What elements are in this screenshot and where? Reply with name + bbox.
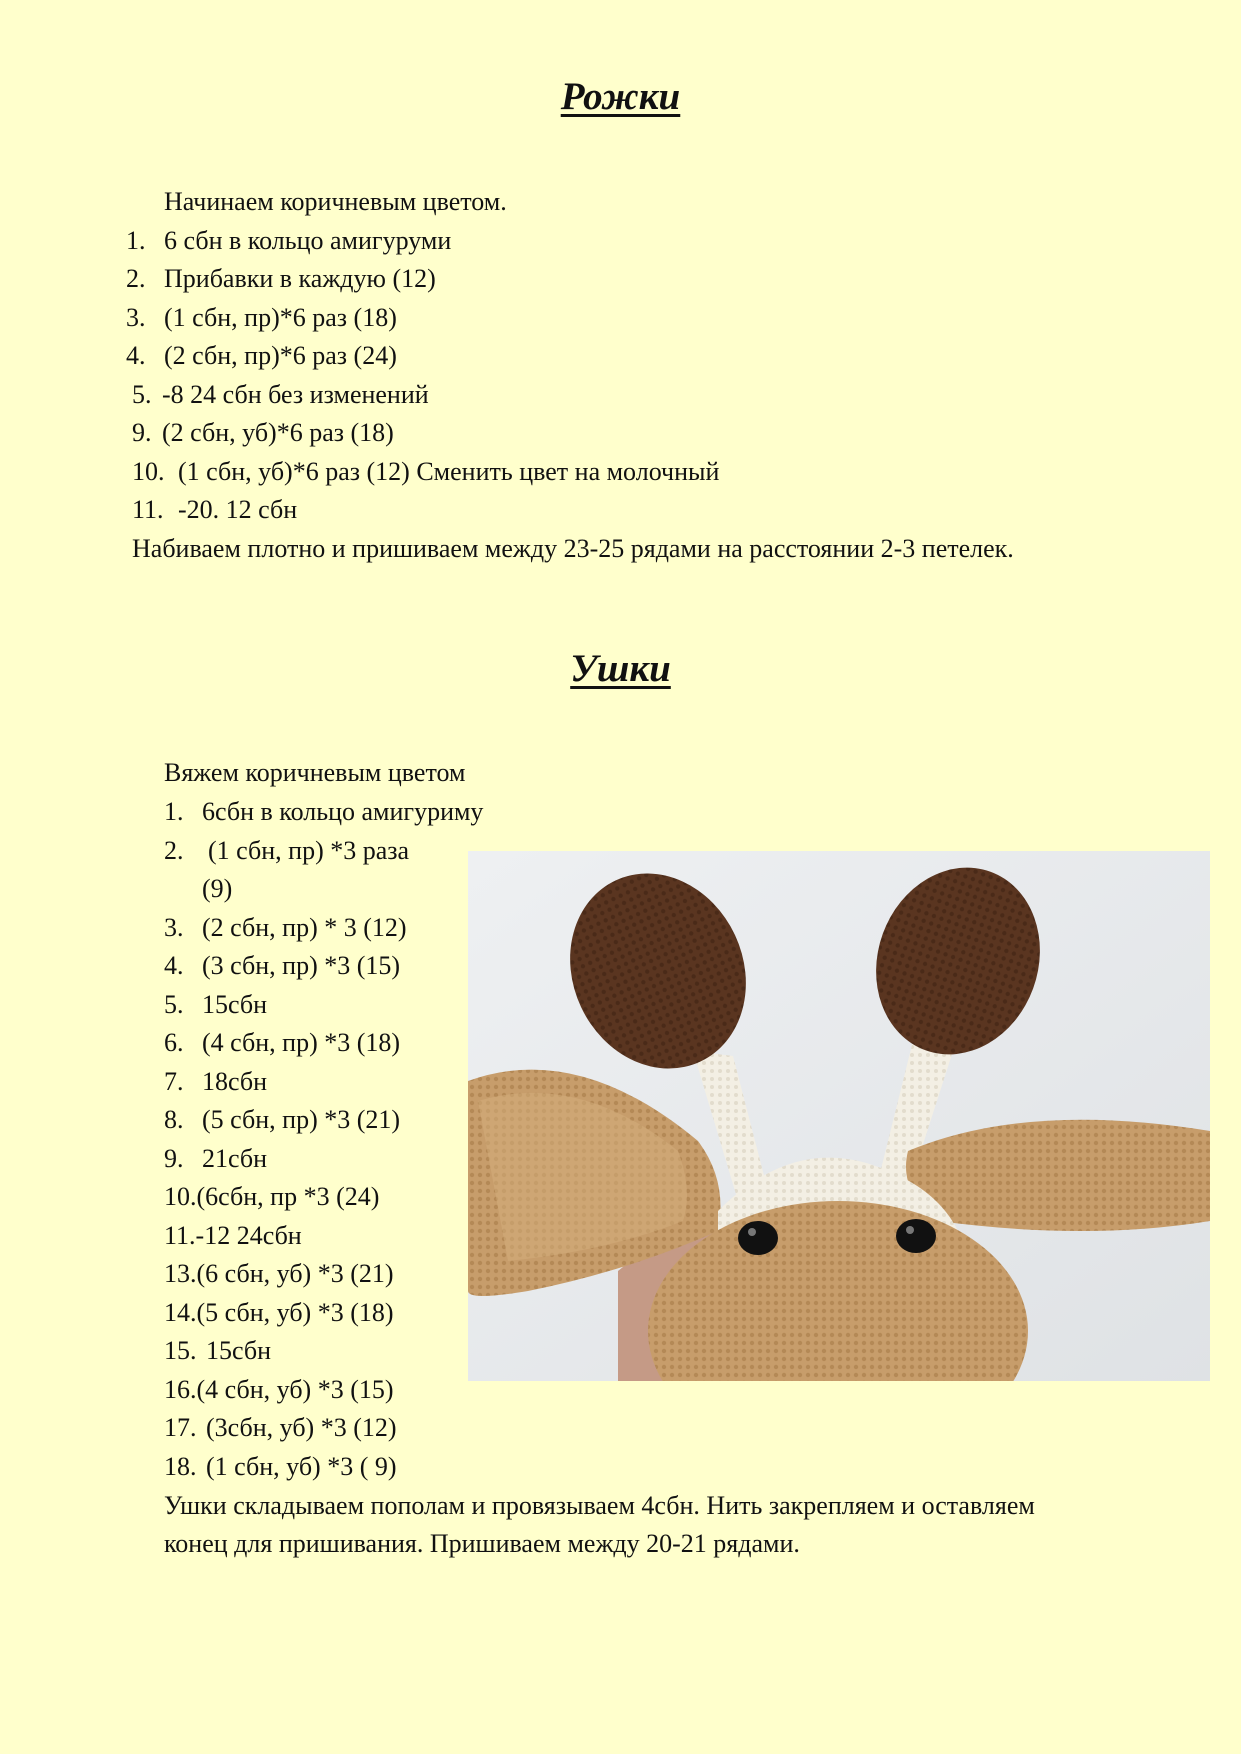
step-text: 18сбн [202, 1067, 267, 1096]
step-text: (2 сбн, уб)*6 раз (18) [162, 418, 394, 447]
list-item [132, 457, 719, 487]
step-number: 14. [164, 1298, 197, 1327]
step-text: (3сбн, уб) *3 (12) [206, 1413, 397, 1442]
list-item [164, 1336, 271, 1366]
step-number: 4. [164, 951, 184, 980]
step-text: -20. 12 сбн [178, 495, 298, 524]
step-text: (9) [202, 874, 233, 903]
step-number: 17. [164, 1413, 197, 1442]
list-item [164, 1452, 397, 1482]
step-number: 13. [164, 1259, 197, 1288]
step-text: (1 сбн, пр) *3 раза [208, 836, 410, 865]
list-item [126, 264, 436, 294]
ears-outro-line-2: конец для пришивания. Пришиваем между 20-21 рядами. [164, 1529, 800, 1558]
step-number: 3. [164, 913, 184, 942]
step-number: 6. [164, 1028, 184, 1057]
ears-title: Ушки [570, 647, 671, 690]
step-text: Прибавки в каждую (12) [164, 264, 436, 293]
step-number: 10. [164, 1182, 197, 1211]
list-item [126, 226, 451, 256]
step-text: (5 сбн, уб) *3 (18) [196, 1298, 394, 1327]
list-item [202, 874, 232, 904]
list-item [132, 380, 429, 410]
step-text: (4 сбн, уб) *3 (15) [196, 1375, 394, 1404]
step-number: 8. [164, 1105, 184, 1134]
step-text: (3 сбн, пр) *3 (15) [202, 951, 401, 980]
step-number: 16. [164, 1375, 197, 1404]
list-item [164, 1105, 400, 1135]
list-item [164, 1298, 394, 1328]
step-number: 9. [164, 1144, 184, 1173]
step-number: 3. [126, 303, 146, 332]
list-item [126, 303, 397, 333]
list-item [164, 951, 400, 981]
step-number: 5. [132, 380, 152, 409]
horns-outro: Набиваем плотно и пришиваем между 23-25 рядами на расстоянии 2-3 петелек. [132, 534, 1014, 563]
ears-outro-line-1: Ушки складываем пополам и провязываем 4сбн. Нить закрепляем и оставляем [164, 1491, 1035, 1520]
list-item [164, 1375, 394, 1405]
step-number: 2. [126, 264, 146, 293]
list-item [164, 836, 409, 866]
step-text: (2 сбн, пр)*6 раз (24) [164, 341, 397, 370]
list-item [132, 418, 394, 448]
horns-intro: Начинаем коричневым цветом. [164, 187, 507, 216]
list-item [164, 1259, 394, 1289]
step-text: (2 сбн, пр) * 3 (12) [202, 913, 407, 942]
step-text: (1 сбн, пр)*6 раз (18) [164, 303, 397, 332]
list-item [164, 913, 407, 943]
step-text: 6сбн в кольцо амигуриму [202, 797, 484, 826]
step-number: 18. [164, 1452, 197, 1481]
step-text: 21сбн [202, 1144, 267, 1173]
list-item [126, 341, 397, 371]
step-text: (4 сбн, пр) *3 (18) [202, 1028, 401, 1057]
step-text: 6 сбн в кольцо амигуруми [164, 226, 452, 255]
list-item [164, 1221, 302, 1251]
step-text: (6сбн, пр *3 (24) [196, 1182, 380, 1211]
ears-intro: Вяжем коричневым цветом [164, 758, 466, 787]
step-text: (1 сбн, уб)*6 раз (12) Сменить цвет на молочный [178, 457, 720, 486]
step-number: 7. [164, 1067, 184, 1096]
step-number: 11. [132, 495, 164, 524]
list-item [164, 990, 267, 1020]
list-item [132, 495, 297, 525]
step-text: 15сбн [202, 990, 267, 1019]
list-item [164, 1182, 379, 1212]
list-item [164, 1413, 397, 1443]
step-number: 4. [126, 341, 146, 370]
step-text: (6 сбн, уб) *3 (21) [196, 1259, 394, 1288]
step-number: 10. [132, 457, 165, 486]
left-eye [738, 1221, 778, 1255]
list-item [164, 1067, 267, 1097]
horns-title: Рожки [560, 75, 681, 118]
right-ear [906, 1120, 1210, 1231]
giraffe-head-photo [468, 851, 1210, 1381]
step-number: 2. [164, 836, 184, 865]
right-eye [896, 1219, 936, 1253]
step-number: 1. [126, 226, 146, 255]
step-text: -8 24 сбн без изменений [162, 380, 429, 409]
giraffe-head-illustration [468, 851, 1210, 1381]
step-number: 5. [164, 990, 184, 1019]
list-item [164, 1144, 267, 1174]
step-number: 1. [164, 797, 184, 826]
step-text: (1 сбн, уб) *3 ( 9) [206, 1452, 397, 1481]
list-item [164, 1028, 400, 1058]
step-number: 15. [164, 1336, 197, 1365]
list-item [164, 797, 483, 827]
step-number: 9. [132, 418, 152, 447]
step-text: 15сбн [206, 1336, 271, 1365]
step-text: -12 24сбн [195, 1221, 302, 1250]
step-text: (5 сбн, пр) *3 (21) [202, 1105, 401, 1134]
step-number: 11. [164, 1221, 196, 1250]
